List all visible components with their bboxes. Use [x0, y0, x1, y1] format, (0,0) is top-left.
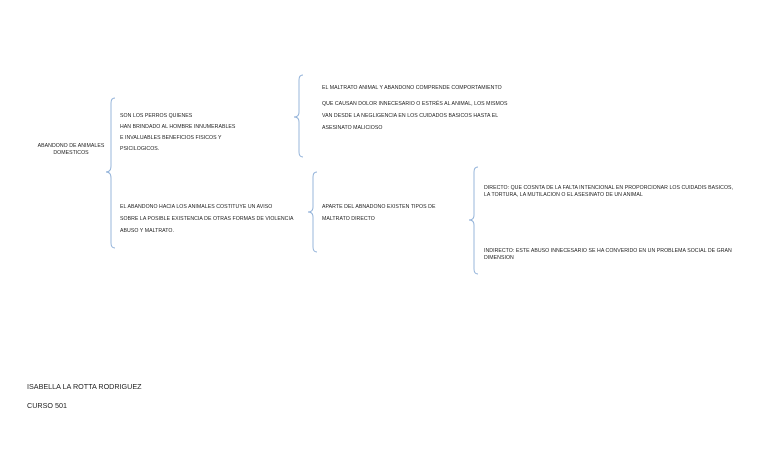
root-topic — [30, 143, 112, 156]
types-node-line-2: MALTRATO DIRECTO — [322, 216, 375, 223]
branch-warning-line: ABUSO Y MALTRATO. — [120, 228, 174, 235]
branch-dogs-line: SON LOS PERROS QUIENES — [120, 113, 193, 119]
definition-line-2: QUE CAUSAN DOLOR INNECESARIO O ESTRÉS AL ANIMAL, LOS MISMOS — [322, 100, 508, 107]
branch-dogs-line: E INVALUABLES BENEFICIOS FISICOS Y — [120, 135, 222, 142]
definition-line-1: EL MALTRATO ANIMAL Y ABANDONO COMPRENDE COMPORTAMIENTO — [322, 85, 502, 91]
branch-warning — [120, 204, 293, 235]
branch-dogs-line: HAN BRINDADO AL HOMBRE INNUMERABLES — [120, 124, 236, 131]
type-direct: DIRECTO: QUE COSNTA DE LA FALTA INTENCIONAL EN PROPORCIONAR LOS CUIDADIS BASICOS, LA TORTURA, LA MUTILACION O EL ASESINATO DE UN ANIMAL — [484, 185, 734, 198]
definition-brace — [294, 75, 303, 157]
definition-line-4: ASESINATO MALICIOSO — [322, 124, 383, 131]
definition-line-3: VAN DESDE LA NEGLIGENCIA EN LOS CUIDADOS BASICOS HASTA EL — [322, 112, 499, 119]
branch-warning-line: EL ABANDONO HACIA LOS ANIMALES COSTITUYE UN AVISO — [120, 204, 273, 210]
type-indirect: INDIRECTO: ESTE ABUSO INNECESARIO SE HA CONVERIDO EN UN PROBLEMA SOCIAL DE GRAN DIMENSION — [484, 248, 732, 261]
direct-indirect-brace — [469, 167, 478, 274]
branch-warning-line: SOBRE LA POSIBLE EXISTENCIA DE OTRAS FORMAS DE VIOLENCIA — [120, 216, 294, 223]
author-name: ISABELLA LA ROTTA RODRIGUEZ — [27, 382, 142, 391]
maltrato-definition — [322, 85, 508, 131]
course-label: CURSO 501 — [27, 401, 67, 410]
root-topic-line-1: ABANDONO DE ANIMALES — [37, 143, 105, 149]
root-topic-line-2: DOMESTICOS — [53, 149, 89, 156]
branch-dogs-line: PSICILOGICOS. — [120, 146, 160, 153]
branch-dogs — [120, 113, 235, 153]
root-brace — [106, 98, 115, 248]
types-brace — [308, 172, 317, 252]
types-node — [322, 204, 435, 223]
types-node-line-1: APARTE DEL ABNADONO EXISTEN TIPOS DE — [322, 204, 436, 210]
